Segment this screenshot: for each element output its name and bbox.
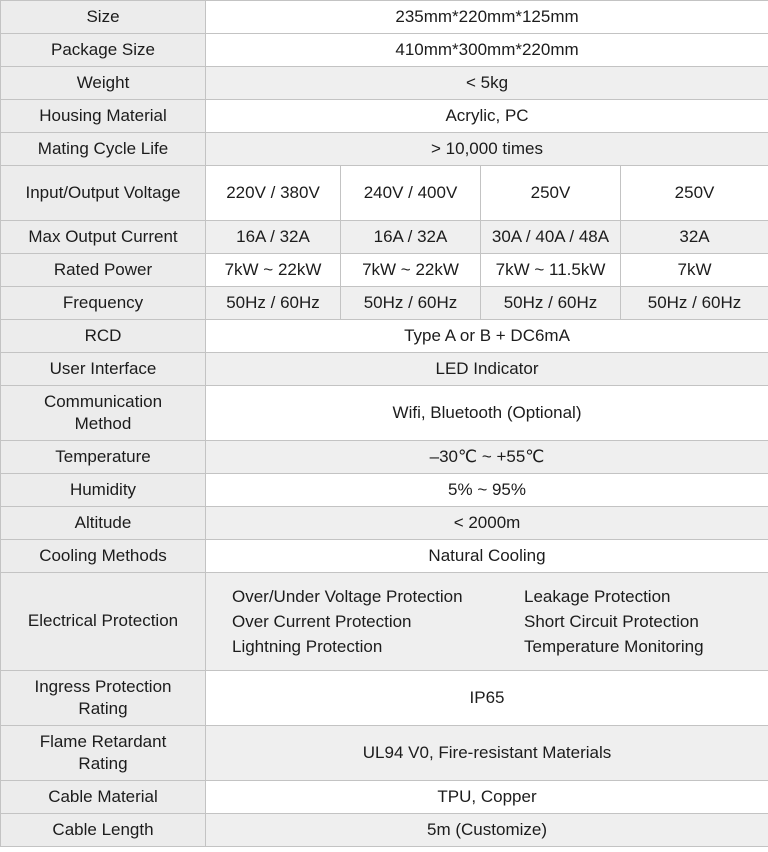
protection-column-right [524,584,768,659]
spec-value-protection [206,573,768,671]
spec-value: 50Hz / 60Hz [621,287,768,320]
spec-label: Temperature [1,441,206,474]
protection-item: Lightning Protection [232,637,383,656]
table-row [1,540,768,573]
protection-item: Temperature Monitoring [524,637,704,656]
spec-label: User Interface [1,353,206,386]
table-row [1,221,768,254]
table-row [1,814,768,847]
table-row [1,474,768,507]
spec-value: 5m (Customize) [206,814,768,847]
spec-value: 50Hz / 60Hz [481,287,621,320]
protection-item: Over/Under Voltage Protection [232,587,463,606]
table-row [1,287,768,320]
spec-label: RCD [1,320,206,353]
spec-value: 235mm*220mm*125mm [206,1,768,34]
table-row [1,67,768,100]
spec-label: Mating Cycle Life [1,133,206,166]
spec-value: 240V / 400V [341,166,481,221]
spec-value: 50Hz / 60Hz [206,287,341,320]
spec-value: > 10,000 times [206,133,768,166]
spec-value: –30℃ ~ +55℃ [206,441,768,474]
spec-value: 7kW ~ 22kW [341,254,481,287]
spec-label: Rated Power [1,254,206,287]
spec-label: Cooling Methods [1,540,206,573]
spec-value: 16A / 32A [206,221,341,254]
spec-value: 7kW [621,254,768,287]
spec-value: LED Indicator [206,353,768,386]
table-row [1,726,768,781]
table-row [1,100,768,133]
spec-label: Input/Output Voltage [1,166,206,221]
spec-value: 250V [481,166,621,221]
table-row [1,166,768,221]
spec-value: 7kW ~ 11.5kW [481,254,621,287]
spec-label: Communication Method [1,386,206,441]
spec-value: IP65 [206,671,768,726]
table-row [1,254,768,287]
spec-value: < 2000m [206,507,768,540]
spec-label: Flame Retardant Rating [1,726,206,781]
table-row [1,671,768,726]
spec-label: Humidity [1,474,206,507]
protection-column-left [232,584,524,659]
spec-value: 50Hz / 60Hz [341,287,481,320]
spec-label: Ingress Protection Rating [1,671,206,726]
spec-label: Size [1,1,206,34]
spec-value: Type A or B + DC6mA [206,320,768,353]
table-row [1,34,768,67]
spec-value: TPU, Copper [206,781,768,814]
spec-label: Altitude [1,507,206,540]
spec-label: Cable Length [1,814,206,847]
spec-value: 410mm*300mm*220mm [206,34,768,67]
spec-label: Housing Material [1,100,206,133]
spec-value: 220V / 380V [206,166,341,221]
table-row [1,441,768,474]
spec-value: 7kW ~ 22kW [206,254,341,287]
table-row [1,386,768,441]
table-row [1,353,768,386]
spec-value: Natural Cooling [206,540,768,573]
spec-label: Frequency [1,287,206,320]
spec-label: Electrical Protection [1,573,206,671]
spec-label: Package Size [1,34,206,67]
protection-item: Over Current Protection [232,612,412,631]
spec-label: Cable Material [1,781,206,814]
spec-value: < 5kg [206,67,768,100]
table-row [1,1,768,34]
table-row [1,781,768,814]
protection-columns [232,584,768,659]
spec-value: Acrylic, PC [206,100,768,133]
spec-value: UL94 V0, Fire-resistant Materials [206,726,768,781]
spec-value: 250V [621,166,768,221]
table-row [1,133,768,166]
spec-value: Wifi, Bluetooth (Optional) [206,386,768,441]
spec-label: Max Output Current [1,221,206,254]
table-row [1,320,768,353]
table-row [1,507,768,540]
spec-value: 5% ~ 95% [206,474,768,507]
protection-item: Leakage Protection [524,587,671,606]
protection-item: Short Circuit Protection [524,612,699,631]
spec-value: 30A / 40A / 48A [481,221,621,254]
table-row [1,573,768,671]
spec-value: 32A [621,221,768,254]
spec-value: 16A / 32A [341,221,481,254]
spec-label: Weight [1,67,206,100]
